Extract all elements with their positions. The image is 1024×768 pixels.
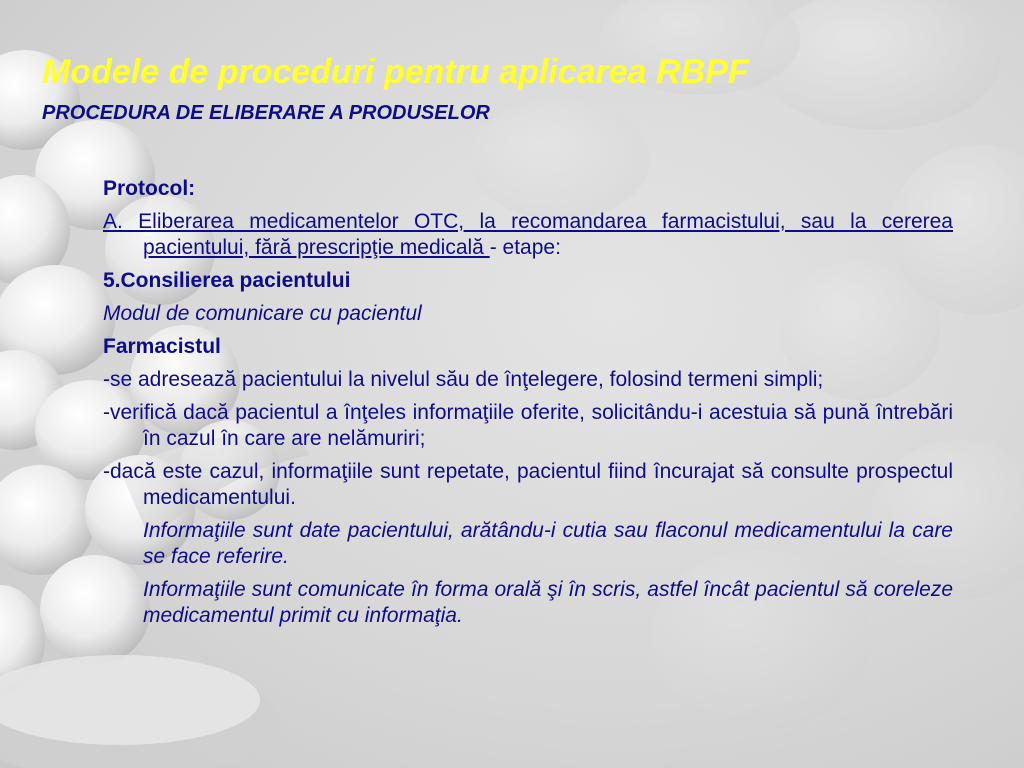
slide-title: Modele de proceduri pentru aplicarea RBPF [42,53,749,91]
mode-heading: Modul de comunicare cu pacientul [103,302,422,325]
bullet-item: -dacă este cazul, informaţiile sunt repetate, pacientul fiind încurajat să consulte prospectul medicamentului. [103,460,953,509]
bullet-item: -se adresează pacientului la nivelul său de înţelegere, folosind termeni simpli; [103,368,824,391]
step-heading: 5.Consilierea pacientului [103,269,351,292]
protocol-heading: Protocol: [103,177,196,200]
section-a-suffix: - etape: [489,236,561,259]
slide-subtitle: PROCEDURA DE ELIBERARE A PRODUSELOR [42,102,490,124]
slide-content [103,176,953,636]
pharmacist-heading: Farmacistul [103,335,221,358]
section-a-link[interactable]: A. Eliberarea medicamentelor OTC, la recomandarea farmacistului, sau la cererea pacientului, fără prescripţie medicală [103,210,953,259]
section-a-paragraph [103,209,953,261]
note-item: Informaţiile sunt comunicate în forma orală şi în scris, astfel încât pacientul să coreleze medicamentul primit cu informaţia. [143,578,953,627]
note-item: Informaţiile sunt date pacientului, arătându-i cutia sau flaconul medicamentului la care se face referire. [143,519,953,568]
bullet-item: -verifică dacă pacientul a înţeles informaţiile oferite, solicitându-i acestuia să pună întrebări în cazul în care are nelămuriri; [103,401,953,450]
